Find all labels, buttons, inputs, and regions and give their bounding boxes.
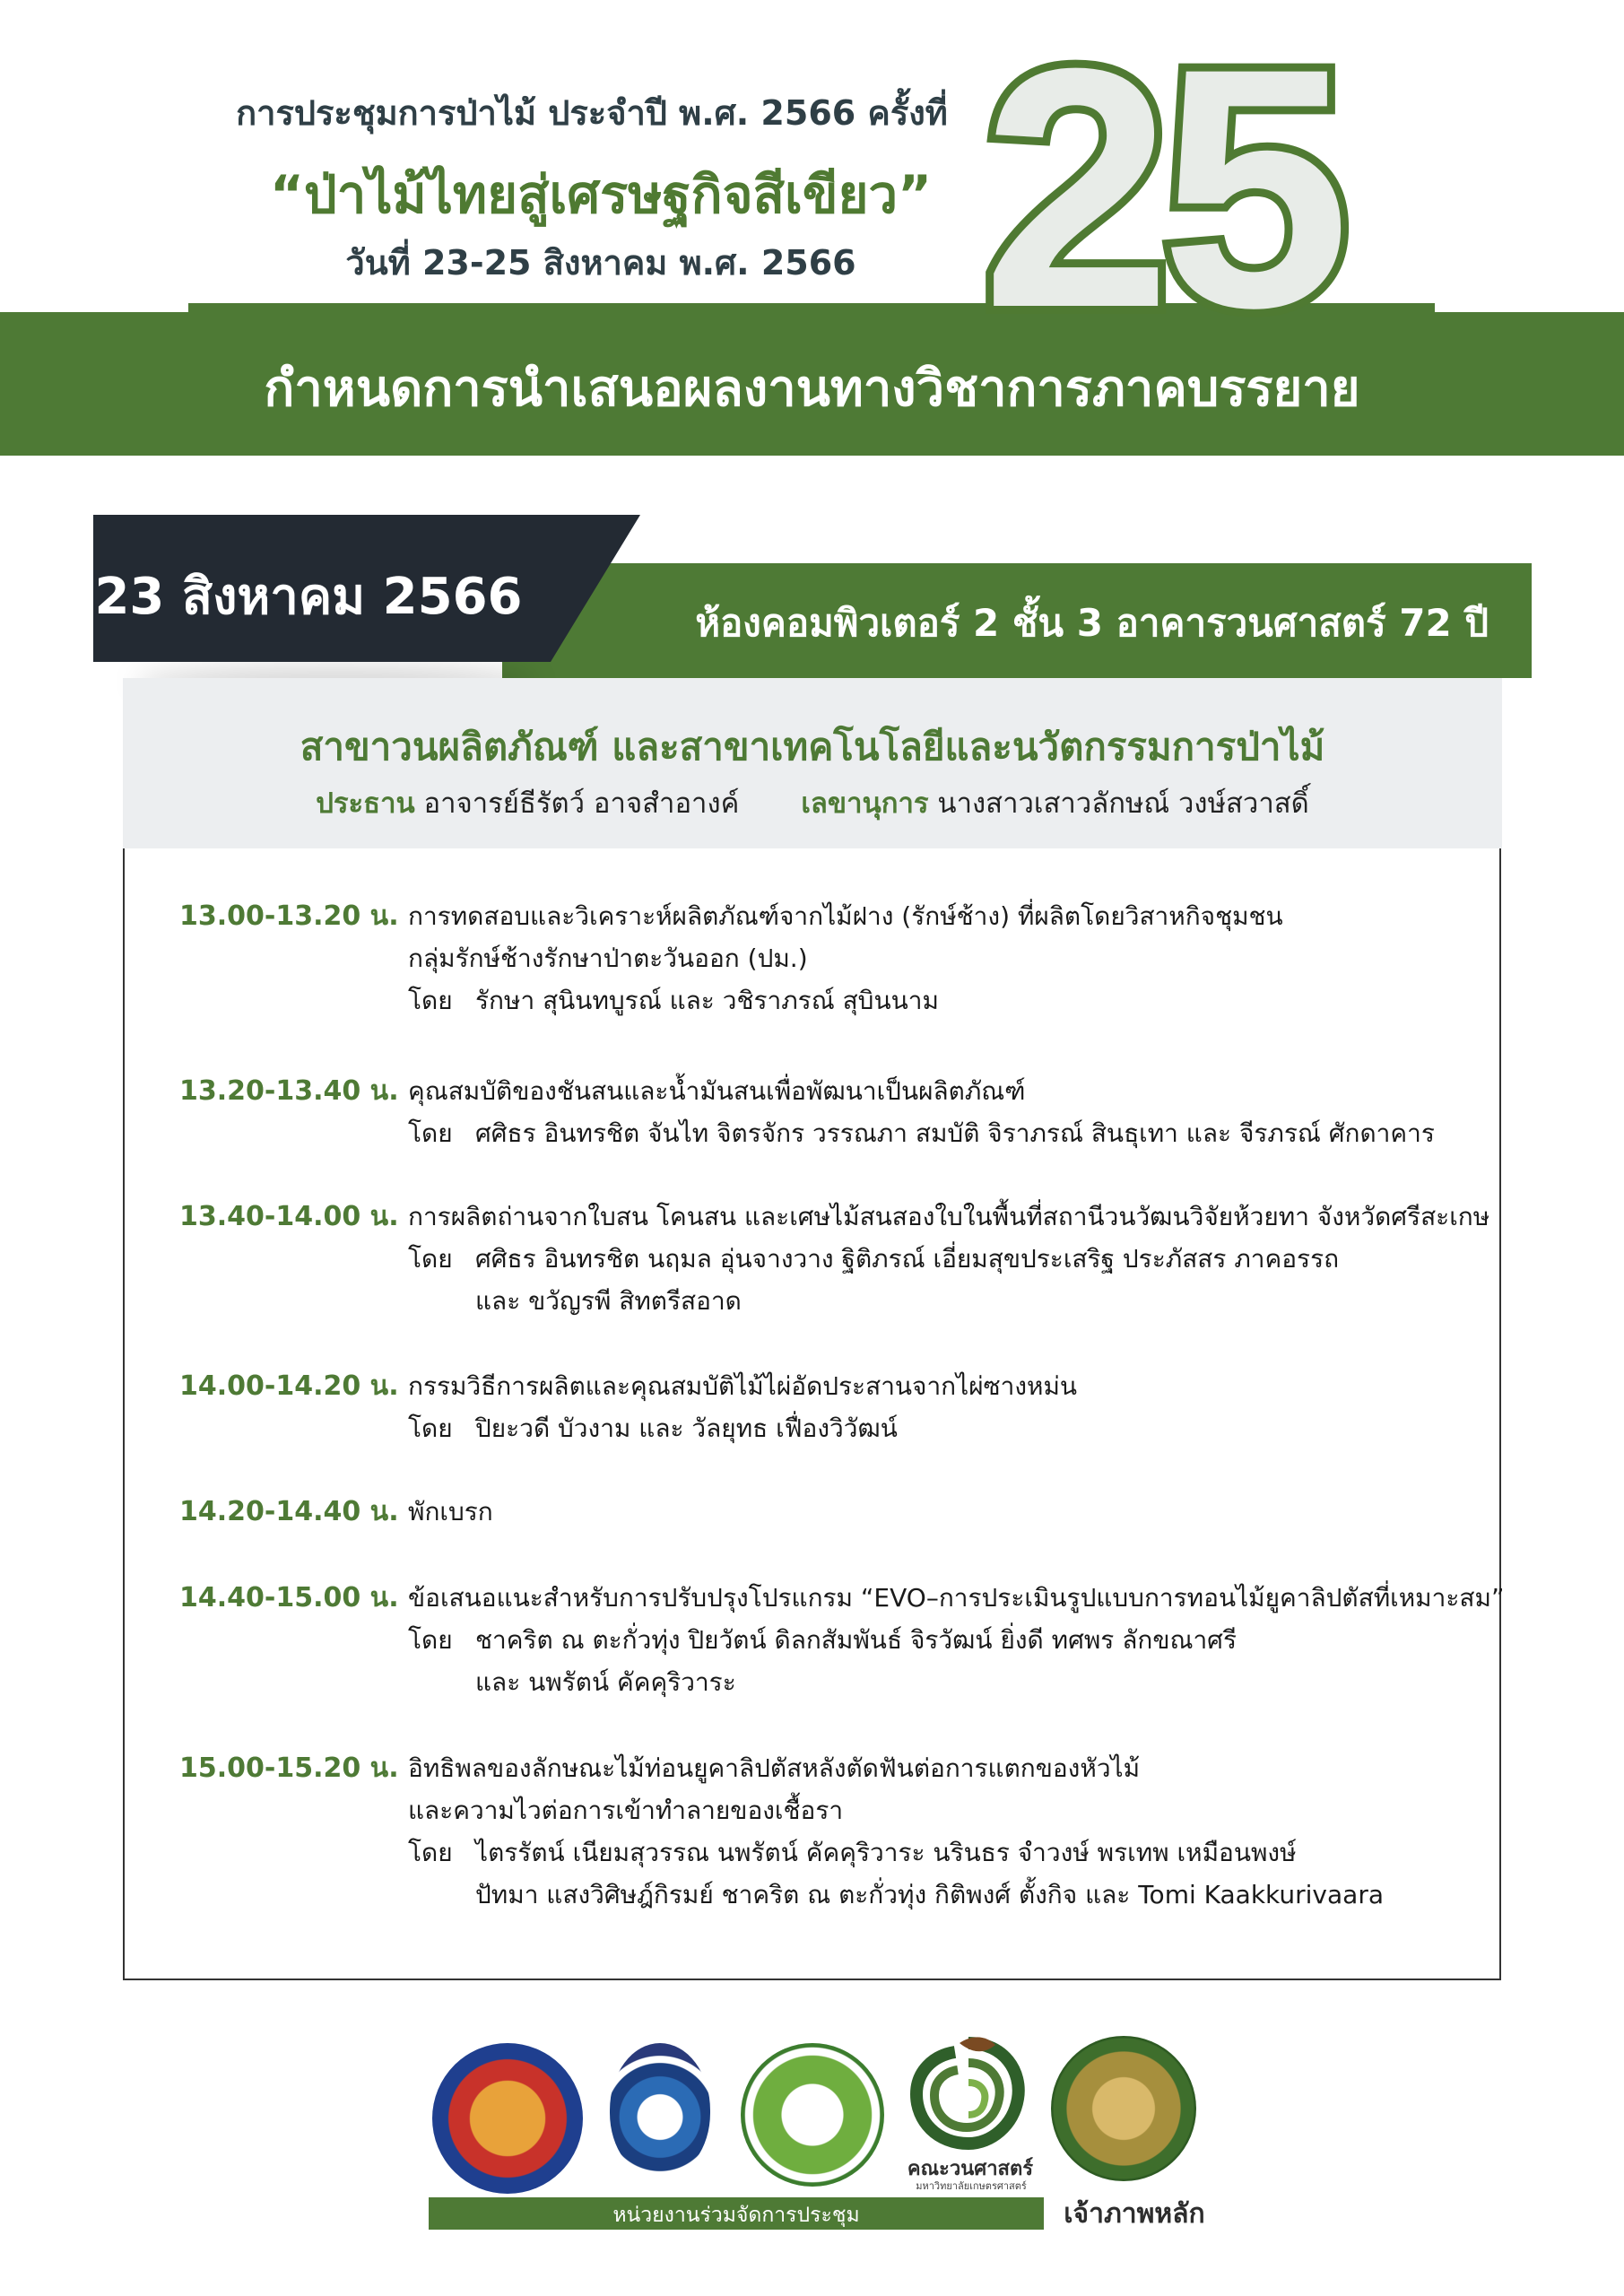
program-title: พักเบรก bbox=[408, 1497, 493, 1526]
author-names: ปัทมา แสงวิศิษฎ์กิรมย์ ชาคริต ณ ตะกั่วทุ่ง กิติพงศ์ ตั้งกิจ และ Tomi Kaakkurivaara bbox=[475, 1880, 1384, 1909]
program-title: และความไวต่อการเข้าทำลายของเชื้อรา bbox=[408, 1796, 844, 1825]
session-people bbox=[123, 780, 1502, 825]
author-names: และ ขวัญรพี สิทตรีสอาด bbox=[475, 1286, 742, 1316]
dmcr-logo bbox=[610, 2043, 710, 2178]
author-names: ศศิธร อินทรชิต จันไท จิตรจักร วรรณภา สมบัติ จิราภรณ์ สินธุเทา และ จีรภรณ์ ศักดาคาร bbox=[475, 1118, 1435, 1148]
dnp-seal-logo bbox=[432, 2043, 583, 2194]
co-hosts-label: หน่วยงานร่วมจัดการประชุม bbox=[612, 2204, 860, 2227]
banner-title: กำหนดการนำเสนอผลงานทางวิชาการภาคบรรยาย bbox=[264, 360, 1360, 418]
program-body bbox=[408, 1365, 1511, 1449]
program-body bbox=[408, 1747, 1511, 1916]
author-names: ไตรรัตน์ เนียมสุวรรณ นพรัตน์ คัคคุริวาระ นรินธร จำวงษ์ พรเทพ เหมือนพงษ์ bbox=[475, 1838, 1297, 1867]
program-title: อิทธิพลของลักษณะไม้ท่อนยูคาลิปตัสหลังตัดฟันต่อการแตกของหัวไม้ bbox=[408, 1753, 1141, 1783]
program-body bbox=[408, 1070, 1511, 1154]
program-title: คุณสมบัติของชันสนและน้ำมันสนเพื่อพัฒนาเป็นผลิตภัณฑ์ bbox=[408, 1076, 1026, 1106]
by-label: โดย bbox=[408, 986, 453, 1015]
program-time: 14.00-14.20 น. bbox=[179, 1370, 399, 1402]
secretary-name: นางสาวเสาวลักษณ์ วงษ์สวาสดิ์ bbox=[937, 787, 1309, 820]
by-label: โดย bbox=[408, 1838, 453, 1867]
header-dates: วันที่ 23-25 สิงหาคม พ.ศ. 2566 bbox=[345, 243, 856, 283]
chair-label: ประธาน bbox=[316, 787, 415, 820]
program-time: 13.00-13.20 น. bbox=[179, 900, 399, 932]
author-names: รักษา สุนินทบูรณ์ และ วชิราภรณ์ สุบินนาม bbox=[475, 986, 939, 1015]
header-theme: “ป่าไม้ไทยสู่เศรษฐกิจสีเขียว” bbox=[269, 164, 933, 225]
royal-forest-department-logo bbox=[1051, 2036, 1196, 2181]
program-authors bbox=[408, 1112, 1511, 1154]
by-label: โดย bbox=[408, 1413, 453, 1443]
edition-number: 25 bbox=[982, 0, 1340, 378]
program-title: กลุ่มรักษ์ช้างรักษาป่าตะวันออก (ปม.) bbox=[408, 944, 808, 973]
program-authors bbox=[408, 979, 1511, 1022]
by-label: โดย bbox=[408, 1625, 453, 1655]
faculty-subtitle: มหาวิทยาลัยเกษตรศาสตร์ bbox=[916, 2180, 1027, 2192]
program-authors bbox=[408, 1661, 1511, 1703]
program-authors bbox=[408, 1238, 1511, 1280]
program-title: กรรมวิธีการผลิตและคุณสมบัติไม้ไผ่อัดประสานจากไผ่ซางหม่น bbox=[408, 1371, 1078, 1401]
main-host-label: เจ้าภาพหลัก bbox=[1064, 2198, 1205, 2230]
program-time: 14.40-15.00 น. bbox=[179, 1582, 399, 1613]
program-time: 14.20-14.40 น. bbox=[179, 1496, 399, 1527]
secretary-label: เลขานุการ bbox=[801, 787, 929, 820]
author-names: ชาคริต ณ ตะกั่วทุ่ง ปิยวัตน์ ดิลกสัมพันธ์ จิรวัฒน์ ยิ่งดี ทศพร ลักขณาศรี bbox=[475, 1625, 1237, 1655]
forest-industry-org-logo bbox=[741, 2043, 884, 2187]
program-authors bbox=[408, 1280, 1511, 1322]
session-title: สาขาวนผลิตภัณฑ์ และสาขาเทคโนโลยีและนวัตกรรมการป่าไม้ bbox=[300, 725, 1325, 769]
chair-name: อาจารย์ธีรัตว์ อาจสำอางค์ bbox=[423, 787, 740, 820]
program-body bbox=[408, 1196, 1511, 1322]
program-time: 13.20-13.40 น. bbox=[179, 1075, 399, 1107]
program-time: 13.40-14.00 น. bbox=[179, 1201, 399, 1232]
author-names: ปิยะวดี บัวงาม และ วัลยุทธ เฟื่องวิวัฒน์ bbox=[475, 1413, 898, 1443]
program-title: การทดสอบและวิเคราะห์ผลิตภัณฑ์จากไม้ฝาง (รักษ์ช้าง) ที่ผลิตโดยวิสาหกิจชุมชน bbox=[408, 901, 1283, 931]
by-label: โดย bbox=[408, 1244, 453, 1274]
program-title: การผลิตถ่านจากใบสน โคนสน และเศษไม้สนสองใบในพื้นที่สถานีวนวัฒนวิจัยห้วยทา จังหวัดศรีสะเกษ bbox=[408, 1202, 1490, 1231]
kasetsart-forestry-logo bbox=[906, 2036, 1031, 2170]
header-line-1: การประชุมการป่าไม้ ประจำปี พ.ศ. 2566 ครั้งที่ bbox=[236, 93, 948, 133]
program-time: 15.00-15.20 น. bbox=[179, 1752, 399, 1784]
faculty-name: คณะวนศาสตร์ bbox=[907, 2158, 1034, 2180]
program-authors bbox=[408, 1407, 1511, 1449]
program-body bbox=[408, 895, 1511, 1022]
room-label: ห้องคอมพิวเตอร์ 2 ชั้น 3 อาคารวนศาสตร์ 72 ปี bbox=[695, 601, 1489, 645]
program-body bbox=[408, 1577, 1511, 1703]
program-body bbox=[408, 1491, 1511, 1533]
program-authors bbox=[408, 1619, 1511, 1661]
date-label: 23 สิงหาคม 2566 bbox=[94, 568, 523, 626]
program-title: ข้อเสนอแนะสำหรับการปรับปรุงโปรแกรม “EVO–การประเมินรูปแบบการทอนไม้ยูคาลิปตัสที่เหมาะสม” bbox=[408, 1583, 1505, 1613]
program-authors bbox=[408, 1831, 1511, 1874]
author-names: และ นพรัตน์ คัคคุริวาระ bbox=[475, 1667, 736, 1697]
by-label: โดย bbox=[408, 1118, 453, 1148]
program-authors bbox=[408, 1874, 1511, 1916]
author-names: ศศิธร อินทรชิต นฤมล อุ่นจางวาง ฐิติภรณ์ เอี่ยมสุขประเสริฐ ประภัสสร ภาคอรรถ bbox=[475, 1244, 1340, 1274]
